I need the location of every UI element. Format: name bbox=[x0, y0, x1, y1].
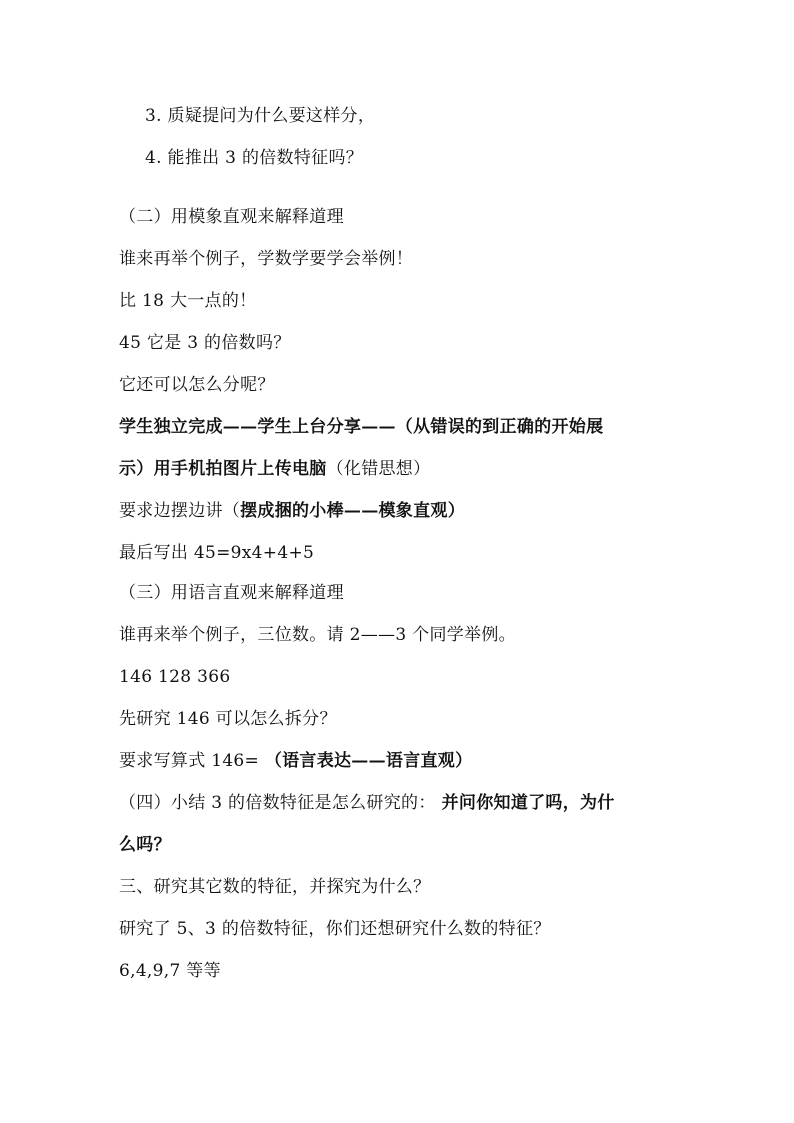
bold-text-line: 学生独立完成——学生上台分享——（从错误的到正确的开始展 bbox=[119, 417, 604, 437]
text-line: 谁再来举个例子，三位数。请 2——3 个同学举例。 bbox=[119, 625, 516, 645]
text-line: 146 128 366 bbox=[119, 667, 231, 687]
bold-span: （语言表达——语言直观） bbox=[264, 751, 473, 771]
normal-span: 要求写算式 146= bbox=[119, 751, 265, 771]
mixed-text-line bbox=[119, 749, 754, 773]
text-line: 3. 质疑提问为什么要这样分， bbox=[145, 106, 376, 126]
section-heading: 三、研究其它数的特征，并探究为什么？ bbox=[119, 877, 431, 897]
text-line: 比 18 大一点的！ bbox=[119, 291, 257, 311]
section-heading: （三）用语言直观来解释道理 bbox=[119, 583, 344, 603]
normal-span: （化错思想） bbox=[326, 459, 431, 479]
normal-span: 要求边摆边讲（ bbox=[119, 501, 241, 521]
mixed-text-line bbox=[119, 499, 754, 523]
text-line: 45 它是 3 的倍数吗？ bbox=[119, 333, 291, 353]
mixed-text-line bbox=[119, 791, 754, 815]
mixed-text-line bbox=[119, 457, 754, 481]
text-line: 4. 能推出 3 的倍数特征吗？ bbox=[145, 148, 364, 168]
bold-span: 并问你知道了吗，为什 bbox=[441, 793, 615, 813]
text-line: 先研究 146 可以怎么拆分？ bbox=[119, 709, 337, 729]
text-line: 研究了 5、3 的倍数特征，你们还想研究什么数的特征？ bbox=[119, 919, 551, 939]
bold-text-line: 么吗？ bbox=[119, 835, 171, 855]
text-line: 它还可以怎么分呢？ bbox=[119, 375, 275, 395]
bold-span: 摆成捆的小棒——模象直观） bbox=[240, 501, 466, 521]
text-line: 最后写出 45=9x4+4+5 bbox=[119, 543, 315, 563]
text-line: 谁来再举个例子，学数学要学会举例！ bbox=[119, 249, 414, 269]
text-line: 6,4,9,7 等等 bbox=[119, 961, 221, 981]
bold-span: 示）用手机拍图片上传电脑 bbox=[119, 459, 327, 479]
section-heading: （二）用模象直观来解释道理 bbox=[119, 207, 344, 227]
normal-span: （四）小结 3 的倍数特征是怎么研究的： bbox=[119, 793, 436, 813]
